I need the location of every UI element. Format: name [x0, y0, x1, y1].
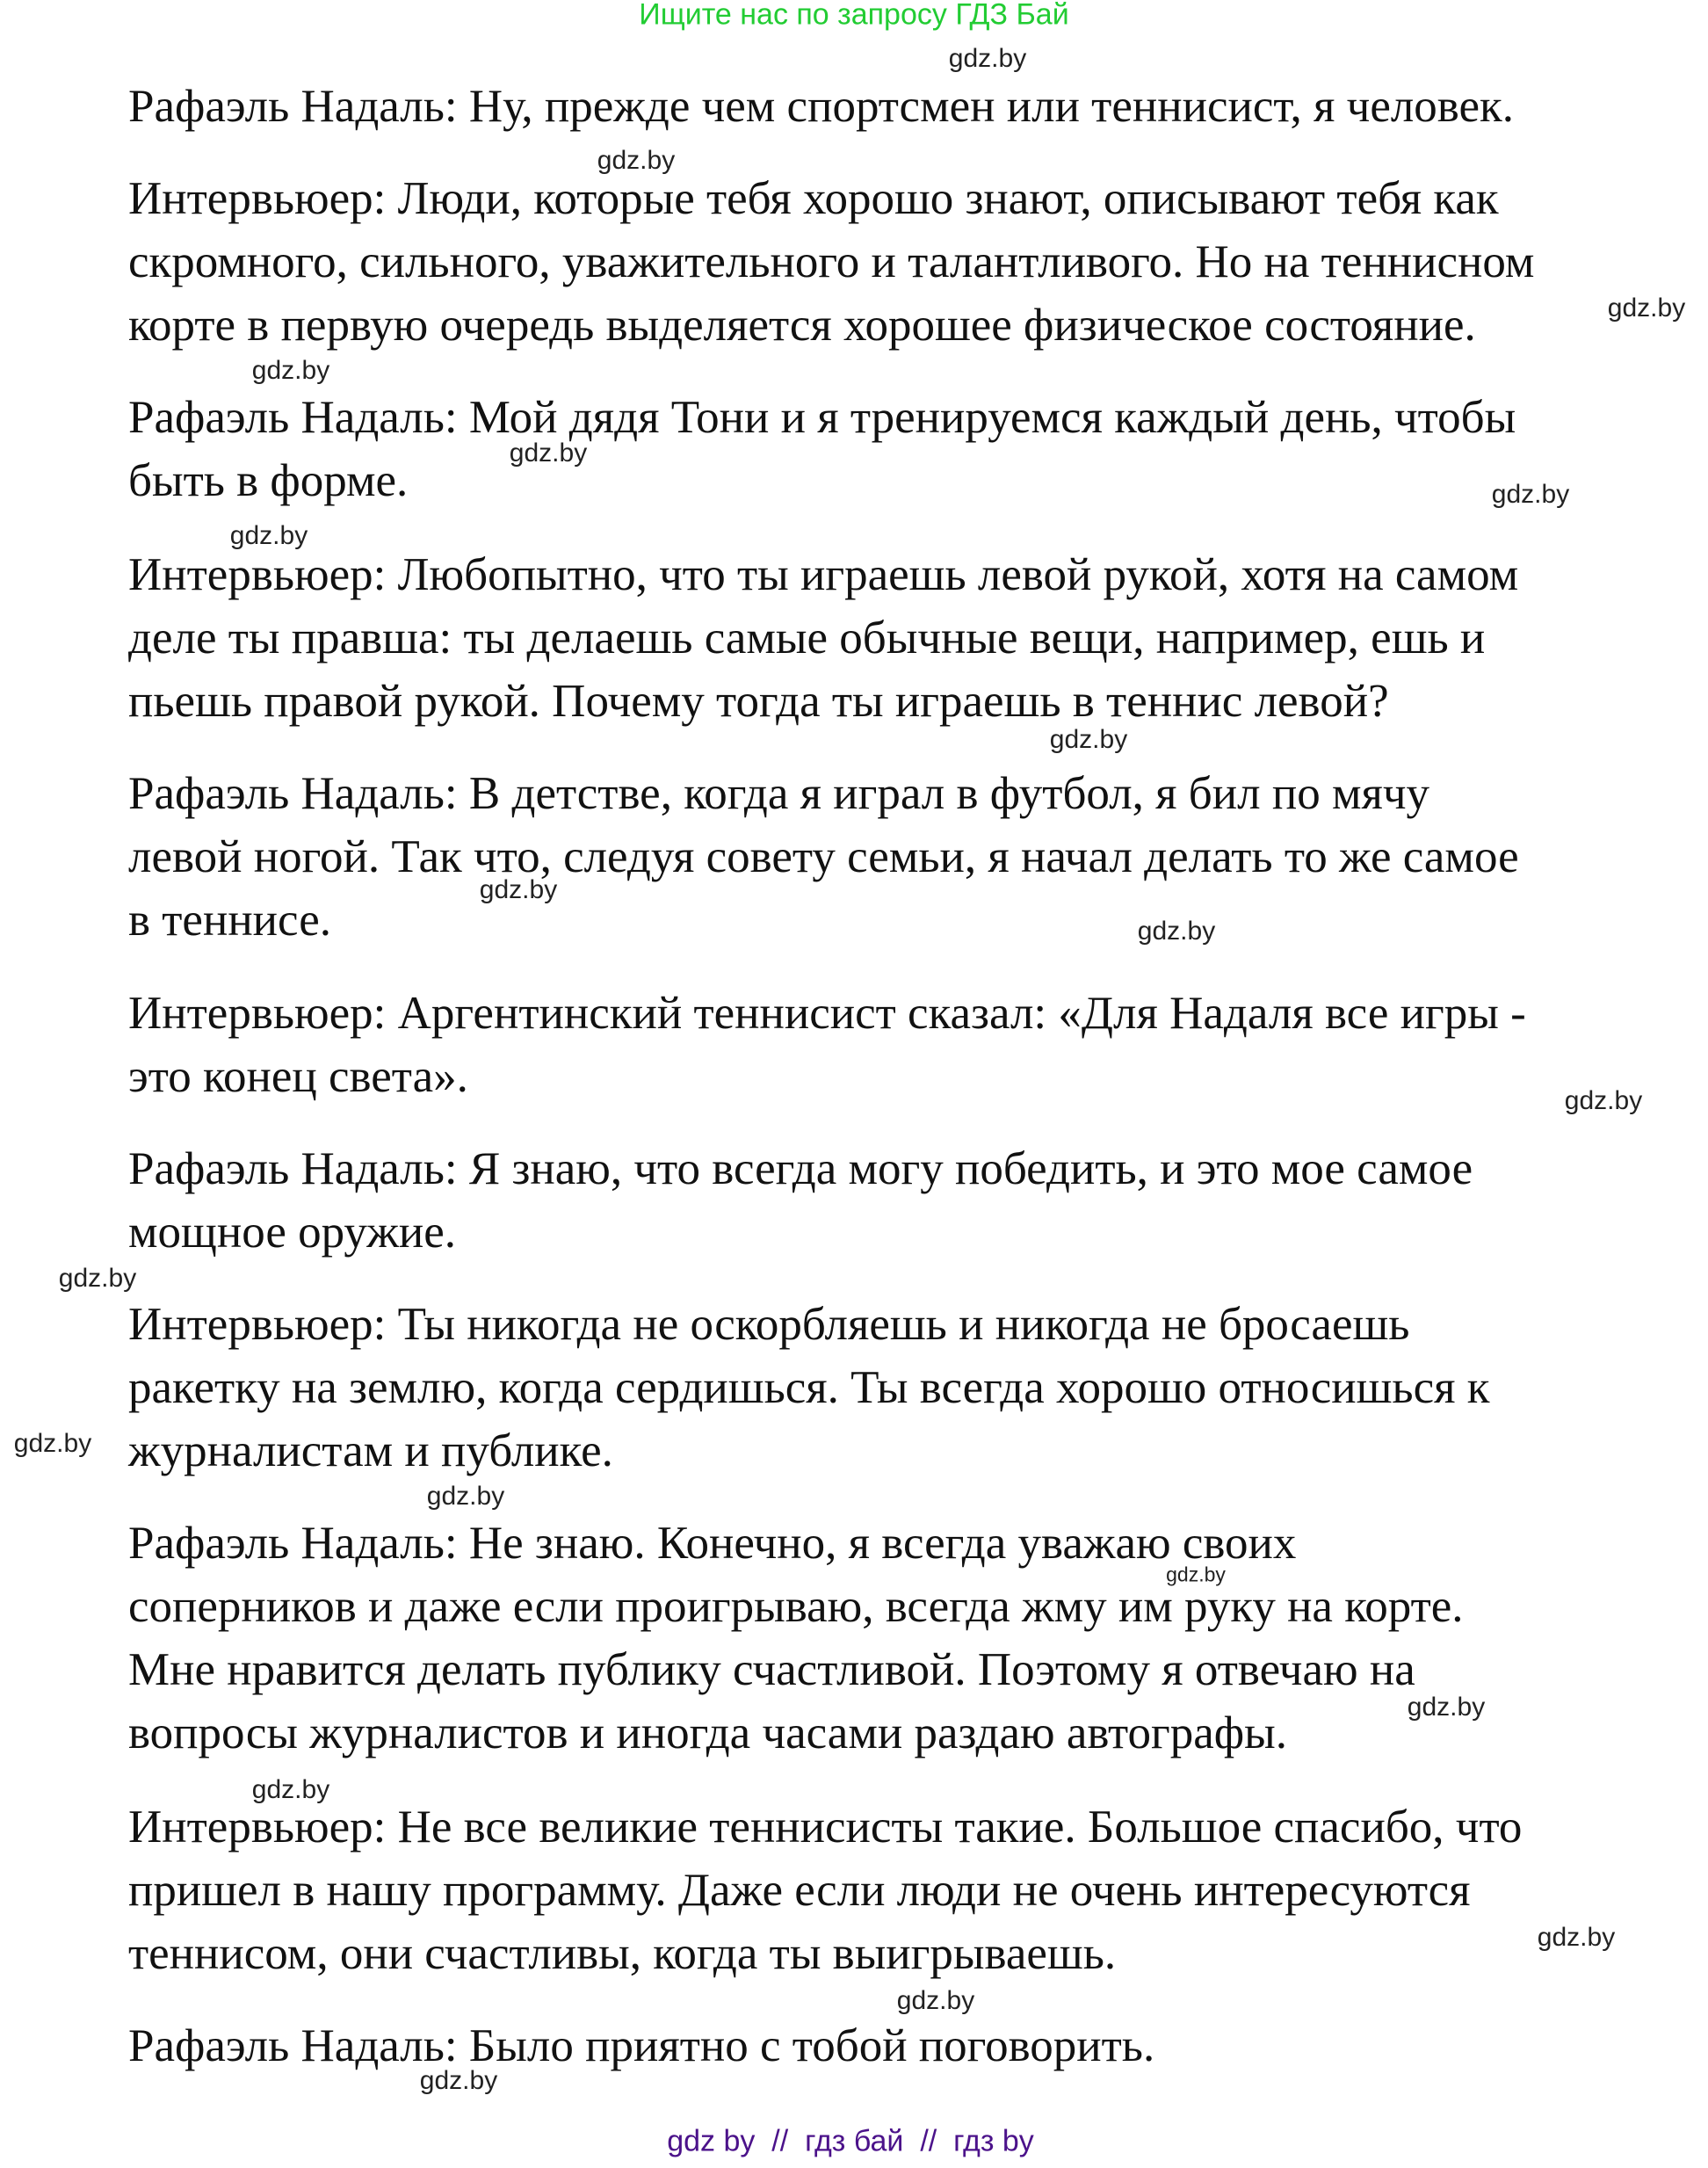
- text-line: в теннисе.: [128, 895, 331, 946]
- dialogue-paragraph: [128, 2014, 1154, 2077]
- text-line: Интервьюер: Не все великие теннисисты такие. Большое спасибо, что: [128, 1802, 1523, 1853]
- text-line: корте в первую очередь выделяется хорошее физическое состояние.: [128, 300, 1476, 351]
- text-line: скромного, сильного, уважительного и талантливого. Но на теннисном: [128, 236, 1535, 287]
- watermark: gdz.by: [1607, 294, 1686, 323]
- dialogue-paragraph: [128, 167, 1534, 357]
- watermark: gdz.by: [509, 439, 588, 468]
- text-line: деле ты правша: ты делаешь самые обычные вещи, например, ешь и: [128, 613, 1486, 663]
- text-line: это конец света».: [128, 1051, 468, 1102]
- text-line: Рафаэль Надаль: В детстве, когда я играл в футбол, я бил по мячу: [128, 768, 1430, 819]
- text-line: Интервьюер: Люди, которые тебя хорошо знают, описывают тебя как: [128, 173, 1499, 224]
- watermark: gdz.by: [419, 2066, 498, 2095]
- text-line: журналистам и публике.: [128, 1425, 613, 1476]
- dialogue-paragraph: [128, 543, 1518, 733]
- watermark: gdz.by: [1166, 1563, 1226, 1586]
- text-line: левой ногой. Так что, следуя совету семьи, я начал делать то же самое: [128, 831, 1519, 882]
- text-line: пришел в нашу программу. Даже если люди не очень интересуются: [128, 1865, 1471, 1916]
- dialogue-paragraph: [128, 1293, 1489, 1483]
- watermark: gdz.by: [13, 1429, 92, 1458]
- dialogue-paragraph: [128, 982, 1526, 1108]
- text-line: Рафаэль Надаль: Было приятно с тобой поговорить.: [128, 2020, 1155, 2071]
- watermark: gdz.by: [1137, 917, 1216, 946]
- dialogue-paragraph: [128, 762, 1519, 952]
- dialogue-paragraph: [128, 1137, 1473, 1264]
- watermark: gdz.by: [251, 356, 330, 385]
- watermark: gdz.by: [1491, 480, 1570, 509]
- watermark: gdz.by: [229, 521, 308, 550]
- text-line: Рафаэль Надаль: Ну, прежде чем спортсмен или теннисист, я человек.: [128, 81, 1515, 132]
- text-line: ракетку на землю, когда сердишься. Ты всегда хорошо относишься к: [128, 1362, 1490, 1413]
- watermark: gdz.by: [1537, 1923, 1616, 1952]
- watermark: gdz.by: [426, 1482, 505, 1511]
- watermark: gdz.by: [1049, 725, 1128, 754]
- dialogue-paragraph: [128, 386, 1516, 512]
- text-line: Интервьюер: Любопытно, что ты играешь левой рукой, хотя на самом: [128, 549, 1519, 600]
- text-line: Интервьюер: Аргентинский теннисист сказал: «Для Надаля все игры -: [128, 988, 1526, 1039]
- watermark: gdz.by: [948, 44, 1027, 73]
- footer-links: gdz by // гдз бай // гдз by: [667, 2124, 1034, 2158]
- watermark: gdz.by: [1564, 1086, 1643, 1115]
- text-line: пьешь правой рукой. Почему тогда ты играешь в теннис левой?: [128, 676, 1389, 727]
- watermark: gdz.by: [58, 1264, 137, 1293]
- text-line: Рафаэль Надаль: Я знаю, что всегда могу победить, и это мое самое: [128, 1143, 1473, 1194]
- watermark: gdz.by: [1407, 1693, 1486, 1722]
- dialogue-paragraph: [128, 75, 1514, 138]
- watermark: gdz.by: [251, 1775, 330, 1804]
- text-line: соперников и даже если проигрываю, всегда жму им руку на корте.: [128, 1581, 1464, 1632]
- text-line: Мне нравится делать публику счастливой. Поэтому я отвечаю на: [128, 1644, 1415, 1695]
- text-line: Интервьюер: Ты никогда не оскорбляешь и никогда не бросаешь: [128, 1299, 1410, 1350]
- watermark: gdz.by: [896, 1986, 975, 2015]
- text-line: Рафаэль Надаль: Мой дядя Тони и я тренируемся каждый день, чтобы: [128, 392, 1516, 443]
- dialogue-paragraph: [128, 1512, 1464, 1765]
- text-line: вопросы журналистов и иногда часами раздаю автографы.: [128, 1708, 1287, 1758]
- text-line: Рафаэль Надаль: Не знаю. Конечно, я всегда уважаю своих: [128, 1518, 1297, 1569]
- watermark: gdz.by: [597, 146, 676, 175]
- text-line: быть в форме.: [128, 455, 409, 506]
- text-line: теннисом, они счастливы, когда ты выигрываешь.: [128, 1928, 1117, 1979]
- text-line: мощное оружие.: [128, 1207, 456, 1258]
- watermark: gdz.by: [479, 875, 558, 904]
- search-banner: Ищите нас по запросу ГДЗ Бай: [639, 0, 1069, 32]
- dialogue-paragraph: [128, 1795, 1522, 1985]
